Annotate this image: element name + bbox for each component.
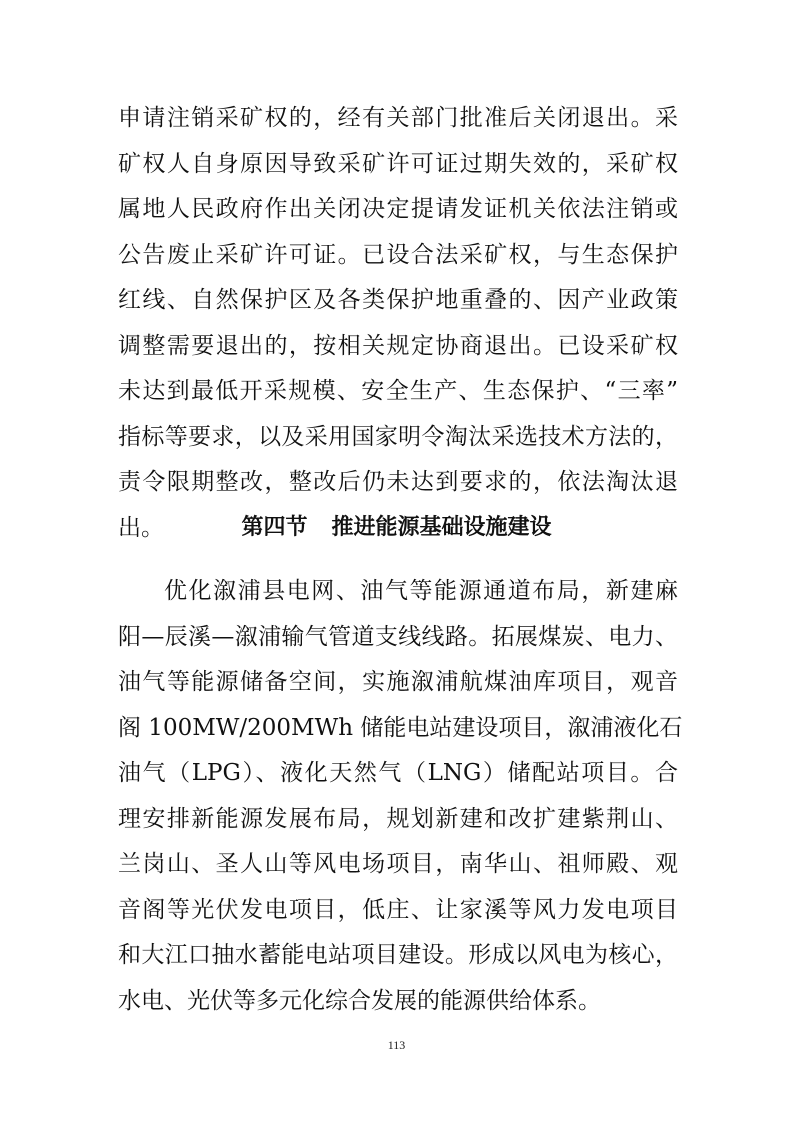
text-line: 油气（LPG）、液化天然气（LNG）储配站项目。合 bbox=[118, 760, 678, 786]
text-line: 音阁等光伏发电项目，低庄、让家溪等风力发电项目 bbox=[118, 896, 678, 923]
text-line: 公告废止采矿许可证。已设合法采矿权，与生态保护 bbox=[118, 241, 678, 268]
paragraph-energy-infrastructure bbox=[118, 569, 683, 1024]
text-line: 油气等能源储备空间，实施溆浦航煤油库项目，观音 bbox=[118, 669, 678, 695]
text-line: 优化溆浦县电网、油气等能源通道布局，新建麻 bbox=[164, 578, 678, 604]
text-line: 属地人民政府作出关闭决定提请发证机关依法注销或 bbox=[118, 196, 678, 222]
text-line: 理安排新能源发展布局，规划新建和改扩建紫荆山、 bbox=[118, 805, 678, 832]
text-line: 和大江口抽水蓄能电站项目建设。形成以风电为核心， bbox=[118, 942, 678, 968]
text-line: 申请注销采矿权的，经有关部门批准后关闭退出。采 bbox=[118, 105, 678, 131]
text-line: 调整需要退出的，按相关规定协商退出。已设采矿权 bbox=[118, 332, 678, 359]
text-line: 水电、光伏等多元化综合发展的能源供给体系。 bbox=[118, 987, 601, 1014]
text-line: 红线、自然保护区及各类保护地重叠的、因产业政策 bbox=[118, 287, 678, 313]
text-line: 阁 100MW/200MWh 储能电站建设项目，溆浦液化石 bbox=[118, 714, 683, 741]
text-line: 指标等要求，以及采用国家明令淘汰采选技术方法的， bbox=[118, 423, 678, 450]
paragraph-mining-rights-exit bbox=[118, 96, 678, 551]
text-line: 阳—辰溪—溆浦输气管道支线线路。拓展煤炭、电力、 bbox=[118, 623, 678, 650]
text-line: 矿权人自身原因导致采矿许可证过期失效的，采矿权 bbox=[118, 150, 678, 177]
section-heading bbox=[0, 508, 793, 548]
section-number: 第四节 bbox=[241, 515, 308, 540]
text-line: 出。 bbox=[118, 514, 164, 541]
text-line: 责令限期整改，整改后仍未达到要求的，依法淘汰退 bbox=[118, 469, 678, 495]
page-number: 113 bbox=[387, 1038, 406, 1052]
text-line: 未达到最低开采规模、安全生产、生态保护、“三率” bbox=[118, 378, 678, 404]
section-title: 推进能源基础设施建设 bbox=[331, 515, 552, 540]
text-line: 兰岗山、圣人山等风电场项目，南华山、祖师殿、观 bbox=[118, 851, 678, 877]
